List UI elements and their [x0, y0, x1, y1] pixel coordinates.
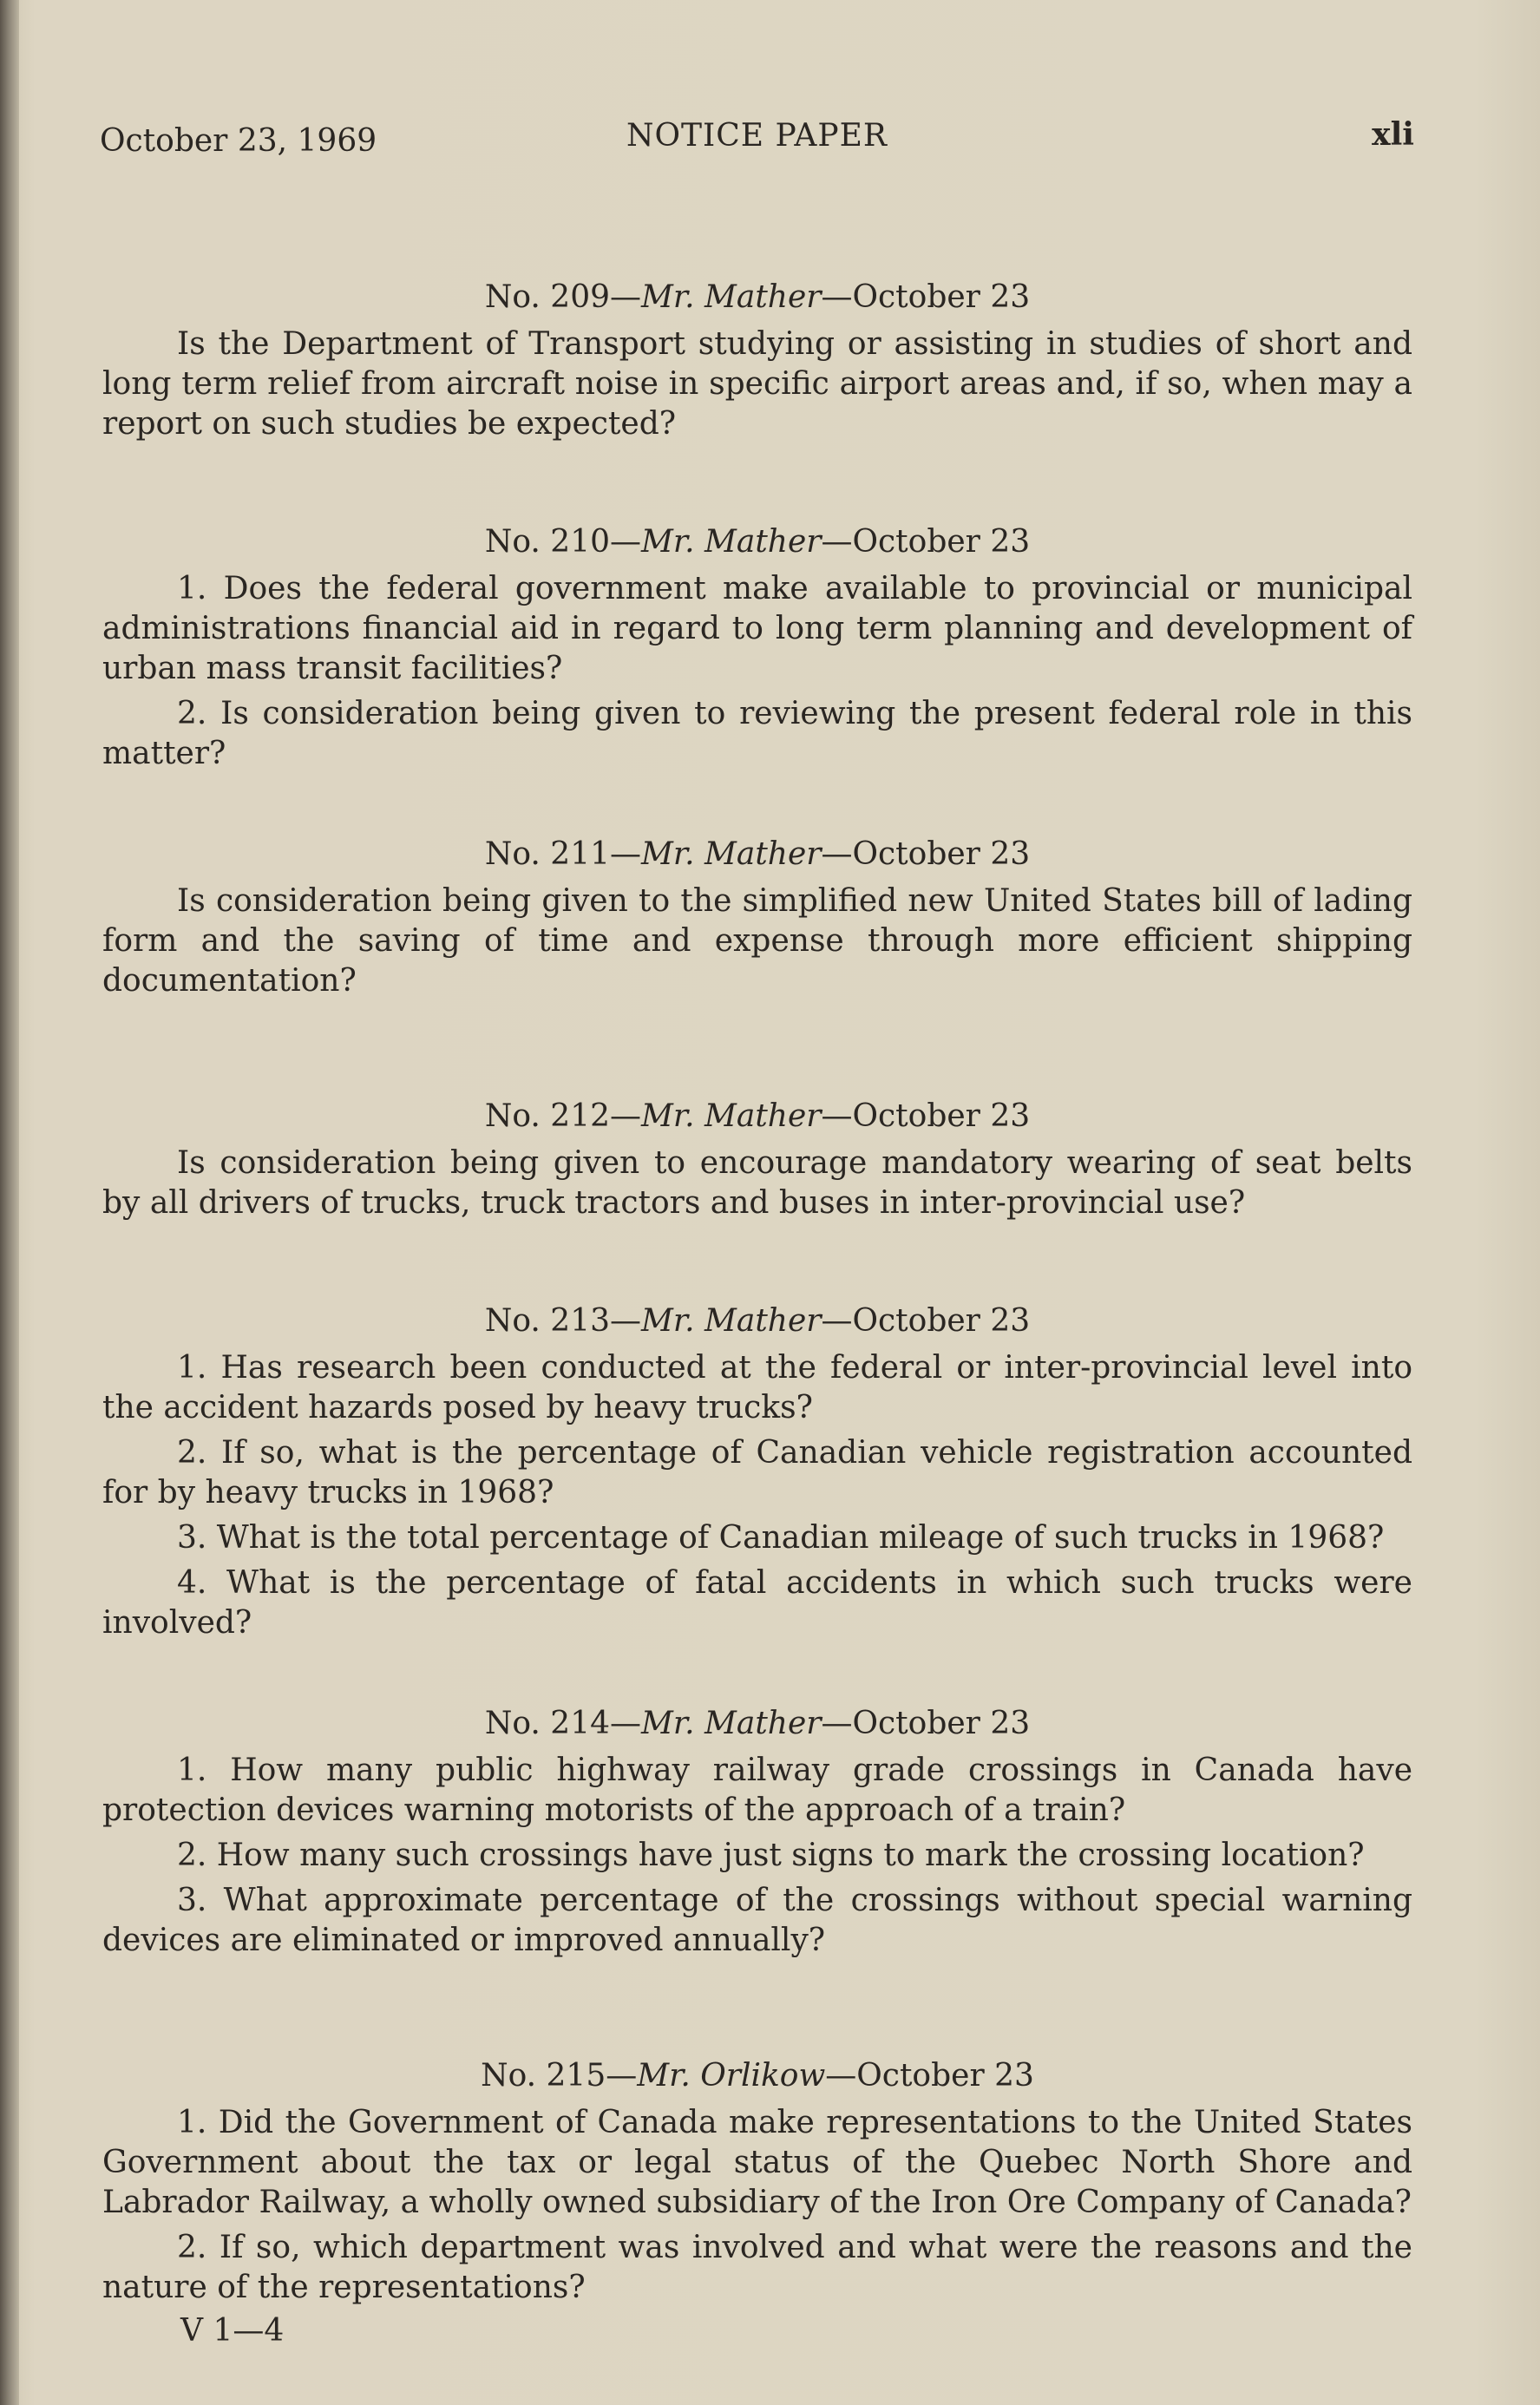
question-member: Mr. Mather — [641, 836, 822, 872]
question-paragraph: 1. Has research been conducted at the federal or inter-provincial level into the accident hazards posed by heavy trucks? — [102, 1350, 1412, 1425]
question-date: October 23 — [852, 1098, 1031, 1134]
question-block — [102, 278, 1412, 444]
question-paragraph: 4. What is the percentage of fatal accidents in which such trucks were involved? — [102, 1565, 1412, 1641]
question-paragraph: 2. How many such crossings have just signs to mark the crossing location? — [177, 1838, 1365, 1873]
question-paragraph: Is consideration being given to encourage mandatory wearing of seat belts by all drivers of trucks, truck tractors and buses in inter-provincial use? — [102, 1145, 1412, 1221]
question-paragraph: 2. If so, which department was involved and what were the reasons and the nature of the representations? — [102, 2230, 1412, 2305]
question-heading: No. 213—Mr. Mather—October 23 — [484, 1303, 1031, 1339]
question-member: Mr. Mather — [641, 524, 822, 560]
header-date: October 23, 1969 — [100, 123, 377, 159]
question-block — [102, 1097, 1412, 1223]
question-paragraph: 3. What approximate percentage of the crossings without special warning devices are eliminated or improved annually? — [102, 1883, 1412, 1958]
question-member: Mr. Orlikow — [637, 2058, 826, 2094]
page-binding-edge — [0, 0, 19, 2405]
header-title: NOTICE PAPER — [626, 118, 888, 154]
question-number: No. 213 — [484, 1303, 610, 1339]
question-paragraph: 2. Is consideration being given to reviewing the present federal role in this matter? — [102, 696, 1412, 771]
question-paragraph: 1. Did the Government of Canada make representations to the United States Government about the tax or legal status of the Quebec North Shore and Labrador Railway, a wholly owned subsidiary of the Iron Ore Company of Canada? — [102, 2105, 1412, 2220]
question-date: October 23 — [852, 836, 1031, 872]
question-member: Mr. Mather — [641, 279, 822, 315]
question-paragraph: Is the Department of Transport studying or assisting in studies of short and long term relief from aircraft noise in specific airport areas and, if so, when may a report on such studies be expected? — [102, 326, 1412, 442]
questions-list — [102, 208, 1412, 2351]
question-heading: No. 214—Mr. Mather—October 23 — [484, 1706, 1031, 1741]
question-heading: No. 212—Mr. Mather—October 23 — [484, 1098, 1031, 1134]
question-heading: No. 209—Mr. Mather—October 23 — [484, 279, 1031, 315]
question-paragraph: 3. What is the total percentage of Canadian mileage of such trucks in 1968? — [177, 1520, 1385, 1556]
question-member: Mr. Mather — [641, 1098, 822, 1134]
question-number: No. 210 — [484, 524, 610, 560]
question-block — [102, 835, 1412, 1001]
question-heading: No. 211—Mr. Mather—October 23 — [484, 836, 1031, 872]
page-header — [100, 115, 1414, 167]
question-date: October 23 — [852, 524, 1031, 560]
question-block — [102, 2056, 1412, 2308]
question-number: No. 209 — [484, 279, 610, 315]
question-heading: No. 210—Mr. Mather—October 23 — [484, 524, 1031, 560]
question-date: October 23 — [852, 1706, 1031, 1741]
question-number: No. 212 — [484, 1098, 610, 1134]
page-signature-mark: V 1—4 — [180, 2313, 285, 2349]
header-page-number: xli — [1372, 116, 1414, 153]
question-date: October 23 — [852, 279, 1031, 315]
question-paragraph: 1. Does the federal government make available to provincial or municipal administrations financial aid in regard to long term planning and development of urban mass transit facilities? — [102, 571, 1412, 686]
question-number: No. 211 — [484, 836, 610, 872]
question-number: No. 214 — [484, 1706, 610, 1741]
question-number: No. 215 — [481, 2058, 606, 2094]
question-heading: No. 215—Mr. Orlikow—October 23 — [481, 2058, 1034, 2094]
question-block — [102, 522, 1412, 774]
question-paragraph: 1. How many public highway railway grade crossings in Canada have protection devices warning motorists of the approach of a train? — [102, 1753, 1412, 1828]
question-date: October 23 — [856, 2058, 1034, 2094]
question-paragraph: Is consideration being given to the simplified new United States bill of lading form and the saving of time and expense through more efficient shipping documentation? — [102, 883, 1412, 999]
question-paragraph: 2. If so, what is the percentage of Canadian vehicle registration accounted for by heavy trucks in 1968? — [102, 1435, 1412, 1510]
question-member: Mr. Mather — [641, 1303, 822, 1339]
question-member: Mr. Mather — [641, 1706, 822, 1741]
question-block — [102, 1704, 1412, 1961]
question-date: October 23 — [852, 1303, 1031, 1339]
question-block — [102, 1301, 1412, 1643]
